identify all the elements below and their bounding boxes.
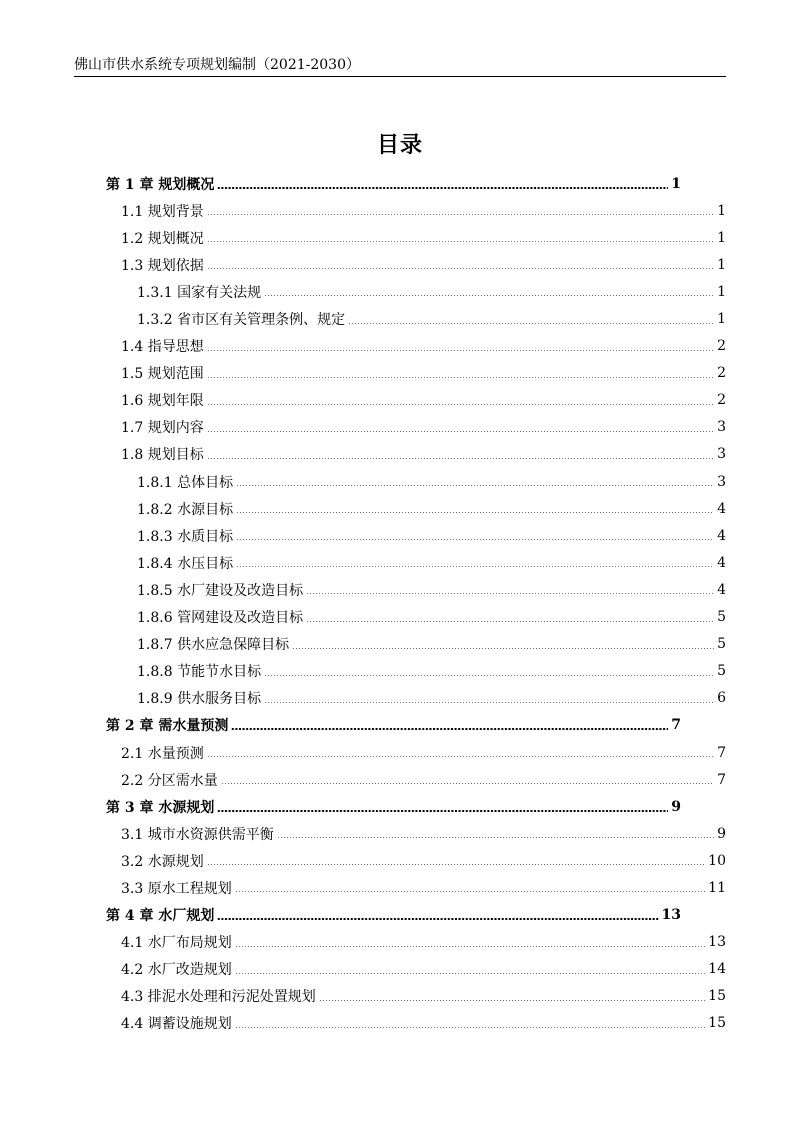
toc-entry-page-number: 4: [717, 581, 726, 598]
toc-section-entry: [106, 739, 726, 766]
toc-entry-label: 3.2 水源规划: [121, 851, 206, 871]
dot-leader: [319, 1000, 705, 1001]
toc-entry-page-number: 15: [708, 988, 726, 1005]
toc-entry-label: 1.2 规划概况: [121, 228, 206, 248]
toc-section-entry: [106, 956, 726, 983]
toc-section-entry: [106, 251, 726, 278]
toc-entry-label: 第 2 章 需水量预测: [106, 715, 230, 735]
toc-subsection-entry: [106, 549, 726, 576]
toc-entry-label: 1.3.1 国家有关法规: [137, 282, 263, 302]
toc-entry-label: 1.1 规划背景: [121, 201, 206, 221]
toc-section-entry: [106, 197, 726, 224]
toc-entry-label: 第 3 章 水源规划: [106, 797, 216, 817]
dot-leader: [207, 268, 714, 269]
toc-entry-page-number: 1: [717, 311, 726, 328]
toc-entry-label: 第 4 章 水厂规划: [106, 905, 216, 925]
toc-subsection-entry: [106, 631, 726, 658]
toc-entry-page-number: 3: [717, 473, 726, 490]
toc-entry-label: 1.8.4 水压目标: [137, 553, 235, 573]
toc-section-entry: [106, 441, 726, 468]
dot-leader: [306, 593, 714, 594]
toc-entry-page-number: 5: [717, 636, 726, 653]
toc-entry-label: 4.1 水厂布局规划: [121, 932, 234, 952]
toc-section-entry: [106, 414, 726, 441]
toc-entry-label: 1.8.8 节能节水目标: [137, 661, 263, 681]
page-title: 目录: [376, 132, 423, 158]
dot-leader: [231, 728, 668, 730]
dot-leader: [348, 323, 714, 324]
toc-entry-page-number: 9: [671, 798, 681, 815]
toc-entry-label: 2.1 水量预测: [121, 743, 206, 763]
toc-entry-page-number: 2: [717, 338, 726, 355]
dot-leader: [207, 377, 714, 378]
toc-entry-page-number: 4: [717, 500, 726, 517]
toc-chapter-entry: [106, 793, 681, 820]
dot-leader: [277, 837, 714, 838]
dot-leader: [292, 648, 714, 649]
toc-entry-label: 1.4 指导思想: [121, 336, 206, 356]
toc-entry-label: 4.2 水厂改造规划: [121, 959, 234, 979]
dot-leader: [207, 756, 714, 757]
table-of-contents: [106, 170, 726, 1037]
toc-section-entry: [106, 983, 726, 1010]
toc-section-entry: [106, 360, 726, 387]
toc-entry-page-number: 1: [717, 283, 726, 300]
toc-section-entry: [106, 766, 726, 793]
dot-leader: [306, 621, 714, 622]
dot-leader: [207, 350, 714, 351]
toc-entry-page-number: 1: [717, 229, 726, 246]
toc-entry-page-number: 9: [717, 825, 726, 842]
toc-entry-label: 第 1 章 规划概况: [106, 174, 216, 194]
dot-leader: [264, 702, 714, 703]
toc-entry-label: 1.5 规划范围: [121, 363, 206, 383]
dot-leader: [264, 675, 714, 676]
toc-entry-label: 3.1 城市水资源供需平衡: [121, 824, 276, 844]
toc-subsection-entry: [106, 685, 726, 712]
dot-leader: [264, 295, 714, 296]
toc-section-entry: [106, 224, 726, 251]
toc-subsection-entry: [106, 468, 726, 495]
toc-entry-label: 1.8 规划目标: [121, 444, 206, 464]
toc-subsection-entry: [106, 522, 726, 549]
dot-leader: [221, 783, 714, 784]
dot-leader: [207, 458, 714, 459]
dot-leader: [235, 891, 705, 892]
toc-subsection-entry: [106, 576, 726, 603]
toc-section-entry: [106, 820, 726, 847]
toc-chapter-entry: [106, 170, 681, 197]
toc-entry-page-number: 14: [708, 961, 726, 978]
toc-subsection-entry: [106, 604, 726, 631]
toc-chapter-entry: [106, 712, 681, 739]
toc-entry-label: 1.3 规划依据: [121, 255, 206, 275]
dot-leader: [235, 946, 705, 947]
toc-entry-page-number: 13: [661, 907, 681, 924]
dot-leader: [207, 864, 705, 865]
toc-entry-page-number: 4: [717, 527, 726, 544]
toc-entry-label: 1.8.5 水厂建设及改造目标: [137, 580, 305, 600]
toc-section-entry: [106, 333, 726, 360]
toc-entry-page-number: 6: [717, 690, 726, 707]
toc-entry-label: 2.2 分区需水量: [121, 770, 220, 790]
toc-entry-page-number: 5: [717, 609, 726, 626]
toc-entry-page-number: 2: [717, 392, 726, 409]
dot-leader: [207, 404, 714, 405]
dot-leader: [207, 241, 714, 242]
dot-leader: [207, 214, 714, 215]
toc-entry-label: 4.4 调蓄设施规划: [121, 1013, 234, 1033]
dot-leader: [236, 512, 714, 513]
toc-entry-page-number: 3: [717, 419, 726, 436]
toc-entry-label: 1.3.2 省市区有关管理条例、规定: [137, 309, 347, 329]
toc-entry-page-number: 15: [708, 1015, 726, 1032]
toc-entry-page-number: 13: [708, 934, 726, 951]
toc-entry-label: 1.6 规划年限: [121, 390, 206, 410]
toc-entry-page-number: 11: [708, 879, 726, 896]
dot-leader: [217, 918, 658, 920]
toc-chapter-entry: [106, 902, 681, 929]
dot-leader: [235, 1027, 705, 1028]
toc-section-entry: [106, 847, 726, 874]
toc-entry-page-number: 5: [717, 663, 726, 680]
running-header: [74, 56, 726, 77]
toc-entry-label: 1.8.3 水质目标: [137, 526, 235, 546]
toc-section-entry: [106, 874, 726, 901]
dot-leader: [236, 485, 714, 486]
toc-subsection-entry: [106, 495, 726, 522]
toc-entry-label: 4.3 排泥水处理和污泥处置规划: [121, 986, 318, 1006]
toc-subsection-entry: [106, 305, 726, 332]
toc-subsection-entry: [106, 278, 726, 305]
dot-leader: [236, 539, 714, 540]
toc-entry-label: 1.8.2 水源目标: [137, 499, 235, 519]
toc-entry-label: 3.3 原水工程规划: [121, 878, 234, 898]
toc-entry-page-number: 10: [708, 852, 726, 869]
dot-leader: [236, 566, 714, 567]
toc-entry-label: 1.8.6 管网建设及改造目标: [137, 607, 305, 627]
toc-entry-label: 1.7 规划内容: [121, 417, 206, 437]
dot-leader: [235, 973, 705, 974]
toc-entry-label: 1.8.9 供水服务目标: [137, 688, 263, 708]
toc-entry-page-number: 1: [671, 175, 681, 192]
toc-entry-label: 1.8.7 供水应急保障目标: [137, 634, 291, 654]
toc-section-entry: [106, 387, 726, 414]
dot-leader: [207, 431, 714, 432]
toc-entry-page-number: 1: [717, 256, 726, 273]
toc-entry-label: 1.8.1 总体目标: [137, 472, 235, 492]
dot-leader: [217, 187, 668, 189]
toc-entry-page-number: 7: [717, 744, 726, 761]
toc-entry-page-number: 2: [717, 365, 726, 382]
toc-entry-page-number: 7: [671, 717, 681, 734]
toc-entry-page-number: 7: [717, 771, 726, 788]
toc-section-entry: [106, 929, 726, 956]
dot-leader: [217, 810, 668, 812]
toc-subsection-entry: [106, 658, 726, 685]
toc-entry-page-number: 4: [717, 554, 726, 571]
toc-section-entry: [106, 1010, 726, 1037]
toc-entry-page-number: 3: [717, 446, 726, 463]
header-text: 佛山市供水系统专项规划编制（2021-2030）: [74, 57, 360, 73]
toc-entry-page-number: 1: [717, 202, 726, 219]
